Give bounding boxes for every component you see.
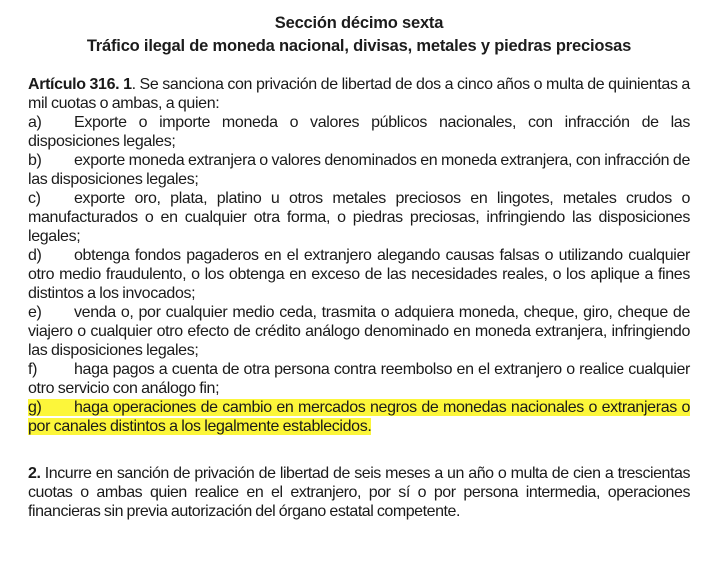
list-item-g-highlighted (28, 398, 690, 436)
paragraph-number: 2. (28, 465, 41, 482)
item-text: venda o, por cualquier medio ceda, trasmita o adquiera moneda, cheque, giro, cheque de viajero o cualquier otro efecto de crédito análogo denominado en moneda extranjera, infringiendo las disposiciones legales; (28, 304, 690, 359)
item-text: Exporte o importe moneda o valores públicos nacionales, con infracción de las disposiciones legales; (28, 114, 690, 150)
article-intro-text: . Se sanciona con privación de libertad de dos a cinco años o multa de quinientas a mil cuotas o ambas, a quien: (28, 76, 690, 112)
article-paragraph-2 (28, 464, 690, 521)
list-item-d (28, 246, 690, 303)
item-text: exporte oro, plata, platino u otros metales preciosos en lingotes, metales crudos o manufacturados o en cualquier otra forma, o piedras preciosas, infringiendo las disposiciones legales; (28, 190, 690, 245)
article-body (28, 75, 690, 521)
list-item-f (28, 360, 690, 398)
item-text: exporte moneda extranjera o valores denominados en moneda extranjera, con infracción de las disposiciones legales; (28, 152, 690, 188)
list-item-a (28, 113, 690, 151)
list-item-b (28, 151, 690, 189)
list-item-c (28, 189, 690, 246)
item-label: e) (28, 304, 42, 321)
item-text: haga pagos a cuenta de otra persona contra reembolso en el extranjero o realice cualquier otro servicio con análogo fin; (28, 361, 690, 397)
item-label: c) (28, 190, 41, 207)
item-label: b) (28, 152, 42, 169)
item-text-highlighted: haga operaciones de cambio en mercados negros de monedas nacionales o extranjeras o por canales distintos a los legalmente establecidos. (28, 399, 690, 435)
paragraph-text: Incurre en sanción de privación de libertad de seis meses a un año o multa de cien a trescientas cuotas o ambas quien realice en el extranjero, por sí o por persona intermedia, operaciones financieras sin previa autorización del órgano estatal competente. (28, 465, 690, 520)
list-item-e (28, 303, 690, 360)
section-subtitle: Tráfico ilegal de moneda nacional, divisas, metales y piedras preciosas (86, 37, 632, 55)
item-label: f) (28, 361, 38, 378)
item-label: a) (28, 114, 42, 131)
item-text: obtenga fondos pagaderos en el extranjero alegando causas falsas o utilizando cualquier otro medio fraudulento, o los obtenga en exceso de las necesidades reales, o los aplique a fines distintos a los invocados; (28, 247, 690, 302)
section-title: Sección décimo sexta (274, 14, 444, 32)
article-heading: Artículo 316. 1 (28, 76, 132, 93)
item-label: d) (28, 247, 42, 264)
article-intro (28, 75, 690, 113)
item-label: g) (28, 399, 42, 416)
